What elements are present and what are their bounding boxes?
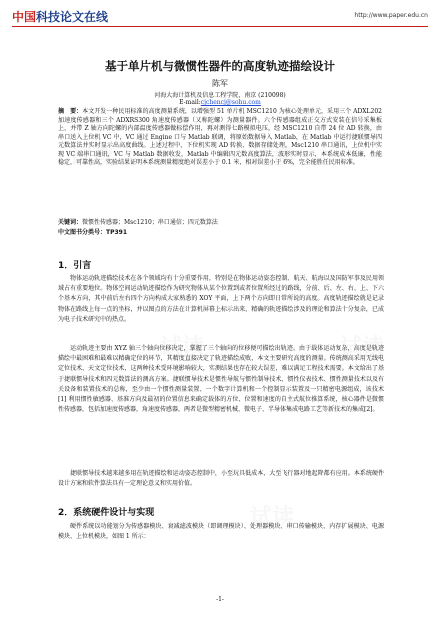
page-header bbox=[12, 6, 428, 28]
abstract-label: 摘 要： bbox=[58, 108, 83, 115]
author-affiliation: 河海大海计算机及信息工程学院，南京 (210098) bbox=[154, 92, 286, 99]
author-name: 陈军 bbox=[212, 79, 228, 88]
author-email bbox=[0, 99, 440, 106]
section-1-para-3: 捷联惯导技术越来越多用在轨迹描绘和运动姿态控制中，小至玩具低成本，大至飞行器对地起降都有应用。本系统硬件设计方案和软件算法具有一定理论意义和实用价值。 bbox=[58, 470, 384, 488]
site-logo bbox=[12, 8, 108, 25]
paper-title: 基于单片机与微惯性器件的高度轨迹描绘设计 bbox=[105, 59, 335, 73]
page-number: -1- bbox=[216, 596, 224, 603]
email-link[interactable]: cjchencj@sohu.com bbox=[200, 99, 261, 106]
abstract-text: 本文开发一种民用标准的高度测量系统，以增强型 51 单片机 MSC1210 为核心处理单元，采用三个 ADXL202 加速度传感器和三个 ADXRS300 角速度传感器（又称陀螺）为测量器件。六个传感器组成正交方式安装在信号采集板上，并带 Z 轴方向陀螺的内部温度传感器做标偿作用，再对测得七路模拟电压，经 MSC1210 自带 24 位 AD 转换，由串口送入上位机 VC 中，VC 通过 Engine 口与 Matlab 联调，将原始数据导入 Matlab，在 Matlab 中运行捷联惯导四元数算法并实时显示出高度曲线。上述过程中，下位机实现 AD 转换、数据存储处理，Msc1210 串口通讯，上位机中实现 VC 端串口通讯，VC 与 Matlab 数据收发，Matlab 中编辑四元数高度算法，波形实时显示，本系统成本低廉，性能稳定，可靠性高，实验结果证明本系统测量精度绝对误差小于 0.1 米，相对误差小于 6%，完全能胜任民用标准。 bbox=[58, 108, 382, 166]
logo-text-blue: 科技论文在线 bbox=[36, 10, 109, 24]
logo-text-red: 中国 bbox=[12, 10, 37, 24]
section-heading-1: 1．引言 bbox=[58, 261, 92, 271]
cls-value: TP391 bbox=[106, 229, 128, 236]
email-label: E-mail: bbox=[179, 99, 201, 106]
keywords bbox=[58, 219, 382, 228]
section-1-para-2: 运动轨迹主要由 XYZ 轴三个轴向位移决定，掌握了三个轴向的位移便可描绘出轨迹。由于载体运动复杂，高度是轨迹描绘中最困难和最难以精确定位的环节，其精度直接决定了轨迹描绘成败，本文主要研究高度的测量。传统测高采用无线电定位技术，天文定位技术，这两种技术受环境影响较大，实测结果也存在较大误差，难以满足工程技术需要。本文给出了基于捷联惯导技术和四元数算法的测高方案。捷联惯导技术是惯性导航与惯性制导技术、惯性仪表技术、惯性测量技术以及有关设备和装置技术的总称，至少由一个惯性测量装置、一个数字计算机和一个控制显示装置及一只精密电源组成，该技术[1] 利用惯性敏感器、基准方向及最初的位置信息来确定载体的方位、位置和速度的自主式航位推算系统，核心器件是微惯性传感器，包括加速度传感器，角速度传感器，两者是微型精密机械、微电子、半导体集成电路工艺等新技术的集成[2]。 bbox=[58, 345, 384, 414]
cls-label: 中文图书分类号： bbox=[58, 229, 107, 236]
abstract bbox=[58, 108, 382, 168]
section-heading-2: 2．系统硬件设计与实现 bbox=[58, 508, 155, 518]
section-2-para-1: 硬件系统以功能划分为传感器模块、衰减滤波模块（即调理模块）、处理器模块、串口传输模块、内存扩展模块、电源模块、上位机模块，如图 1 所示： bbox=[58, 523, 384, 541]
site-url[interactable]: http://www.paper.edu.cn bbox=[354, 12, 428, 19]
keywords-text: 微惯性传感器；Msc1210；串口通信；四元数算法 bbox=[82, 219, 218, 226]
classification-number bbox=[58, 229, 382, 238]
section-1-para-1: 物体运动轨迹描绘技术在各个领域均有十分重要作用，特别是在物体运动姿态控制、航天、航海以及国防军事及民用领域占有重要地位。物体空间运动轨迹描绘作为研究物体从某个位置到或者位置所经过的路线，分前、后、左、右、上、下六个基本方向，其中前后左右四个方向构成大家熟悉的 XOY 平面，上下两个方向即日常所说的高度。高度轨迹描绘就是记录物体在路线上每一点的坐标，并以图点的方法在计算机屏幕上标示出来，精确的轨迹描绘涉及的理论和算法十分复杂，已成为电子技术研究中的热点。 bbox=[58, 275, 384, 323]
header-divider bbox=[12, 26, 428, 27]
keywords-label: 关键词： bbox=[58, 219, 83, 226]
